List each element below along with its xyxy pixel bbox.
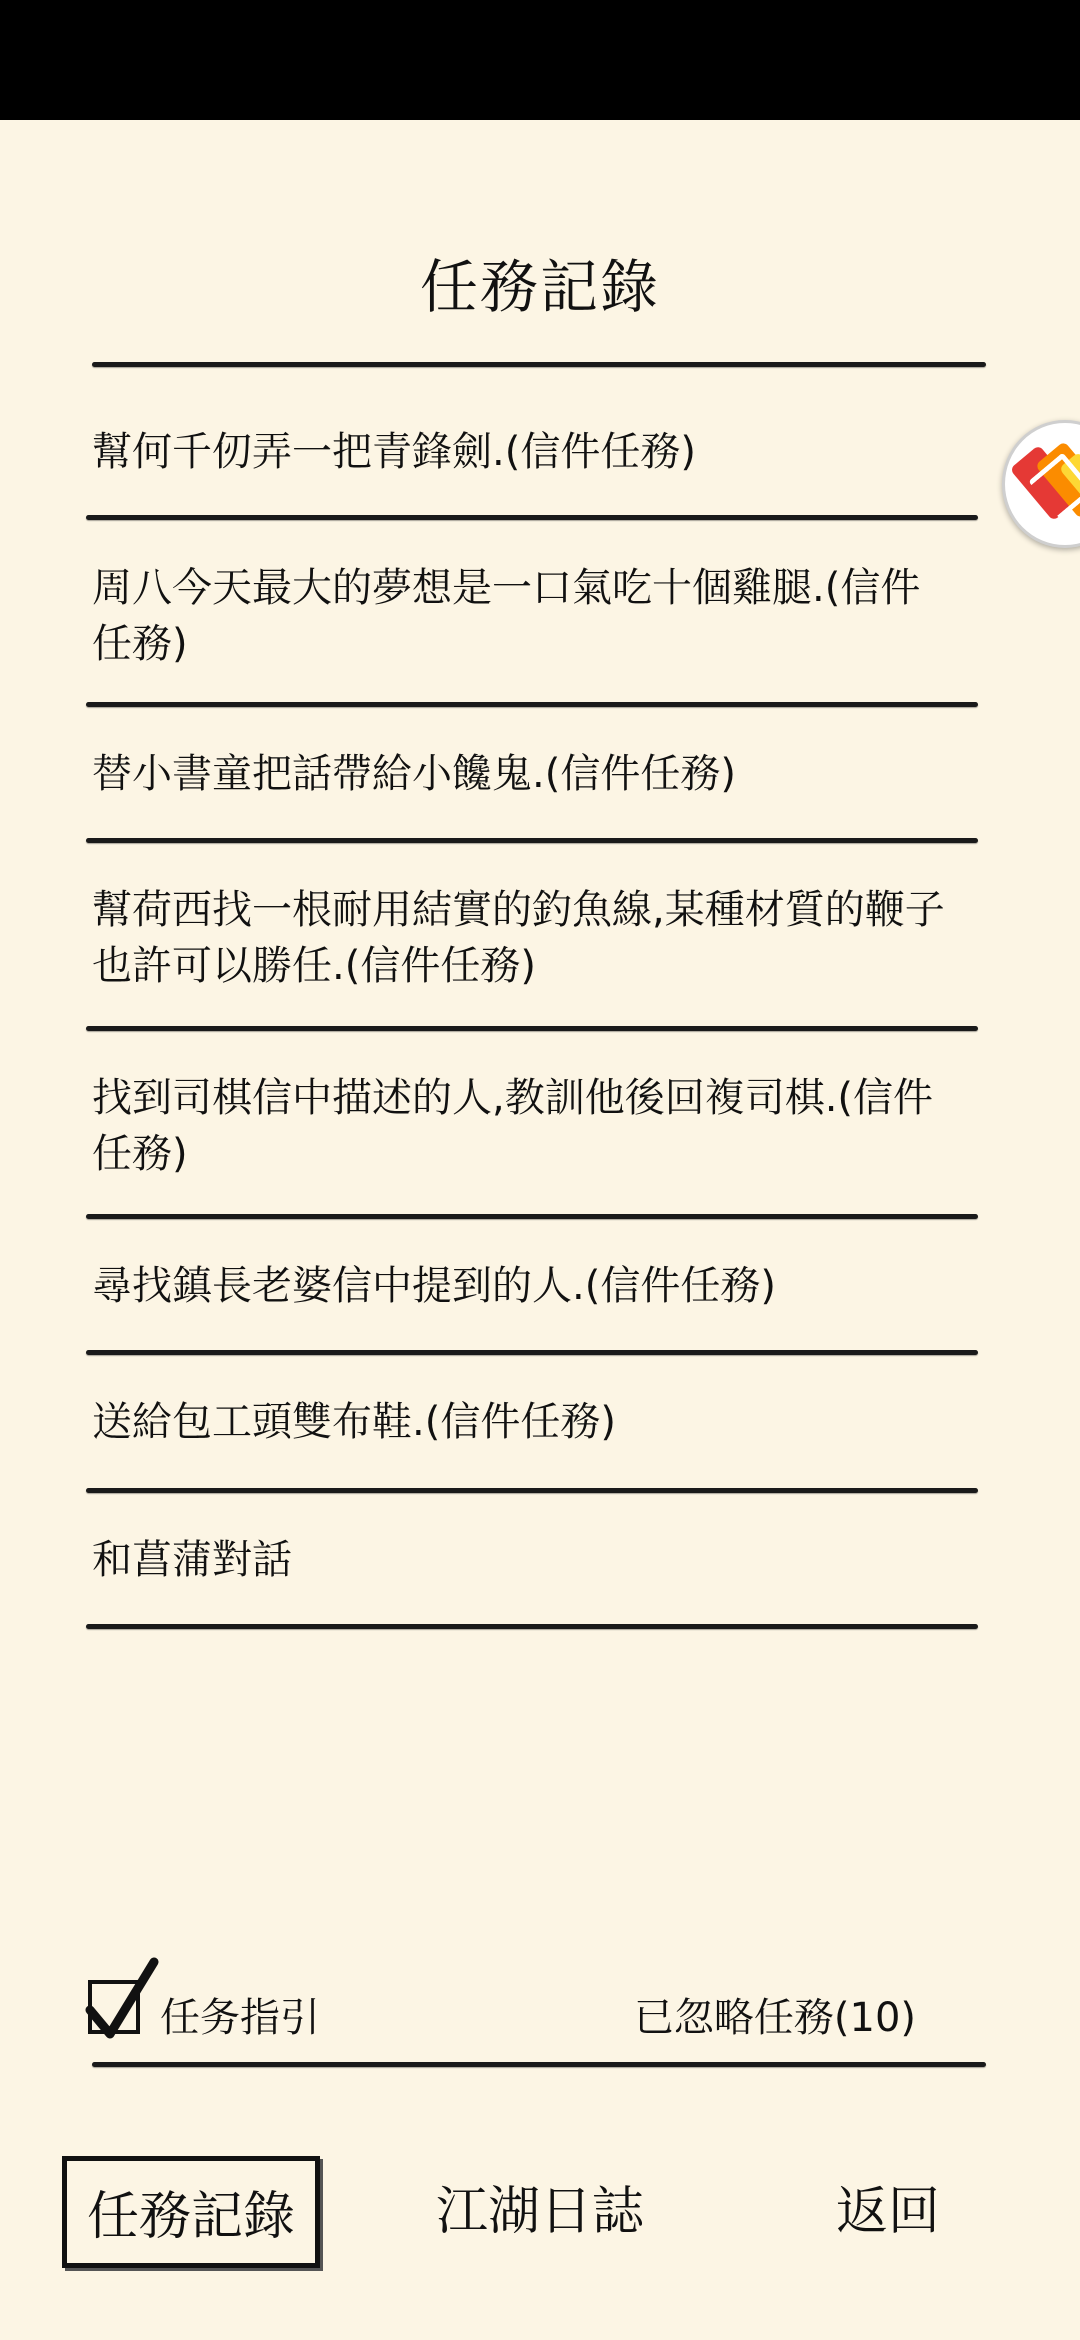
- status-bar: [0, 0, 1080, 120]
- quest-item[interactable]: 幫荷西找一根耐用結實的釣魚線,某種材質的鞭子也許可以勝任.(信件任務): [92, 887, 945, 989]
- quest-item[interactable]: 幫何千仞弄一把青鋒劍.(信件任務): [92, 429, 696, 475]
- quest-item[interactable]: 和菖蒲對話: [92, 1537, 292, 1583]
- divider: [86, 838, 978, 843]
- divider: [86, 1214, 978, 1219]
- divider: [86, 1026, 978, 1031]
- divider: [92, 362, 986, 367]
- tab-quest-log[interactable]: 任務記錄: [62, 2156, 320, 2268]
- checkmark-icon: [84, 1954, 164, 2044]
- quest-item[interactable]: 替小書童把話帶給小饞鬼.(信件任務): [92, 751, 736, 797]
- back-button[interactable]: 返回: [835, 2182, 940, 2242]
- quest-item[interactable]: 找到司棋信中描述的人,教訓他後回複司棋.(信件任務): [92, 1075, 934, 1177]
- divider: [86, 1624, 978, 1629]
- floating-app-icon[interactable]: [1002, 420, 1080, 548]
- quest-guide-label[interactable]: 任务指引: [160, 1995, 320, 2041]
- divider: [92, 2062, 986, 2067]
- quest-item[interactable]: 周八今天最大的夢想是一口氣吃十個雞腿.(信件任務): [92, 565, 921, 667]
- ignored-quests-button[interactable]: 已忽略任務(10): [633, 1995, 916, 2041]
- divider: [86, 1488, 978, 1493]
- divider: [86, 515, 978, 520]
- quest-guide-checkbox[interactable]: [88, 1980, 140, 2034]
- tab-journal[interactable]: 江湖日誌: [435, 2182, 644, 2242]
- page-title: 任務記錄: [419, 253, 660, 321]
- quest-item[interactable]: 送給包工頭雙布鞋.(信件任務): [92, 1399, 616, 1445]
- divider: [86, 1350, 978, 1355]
- divider: [86, 702, 978, 707]
- quest-item[interactable]: 尋找鎮長老婆信中提到的人.(信件任務): [92, 1263, 776, 1309]
